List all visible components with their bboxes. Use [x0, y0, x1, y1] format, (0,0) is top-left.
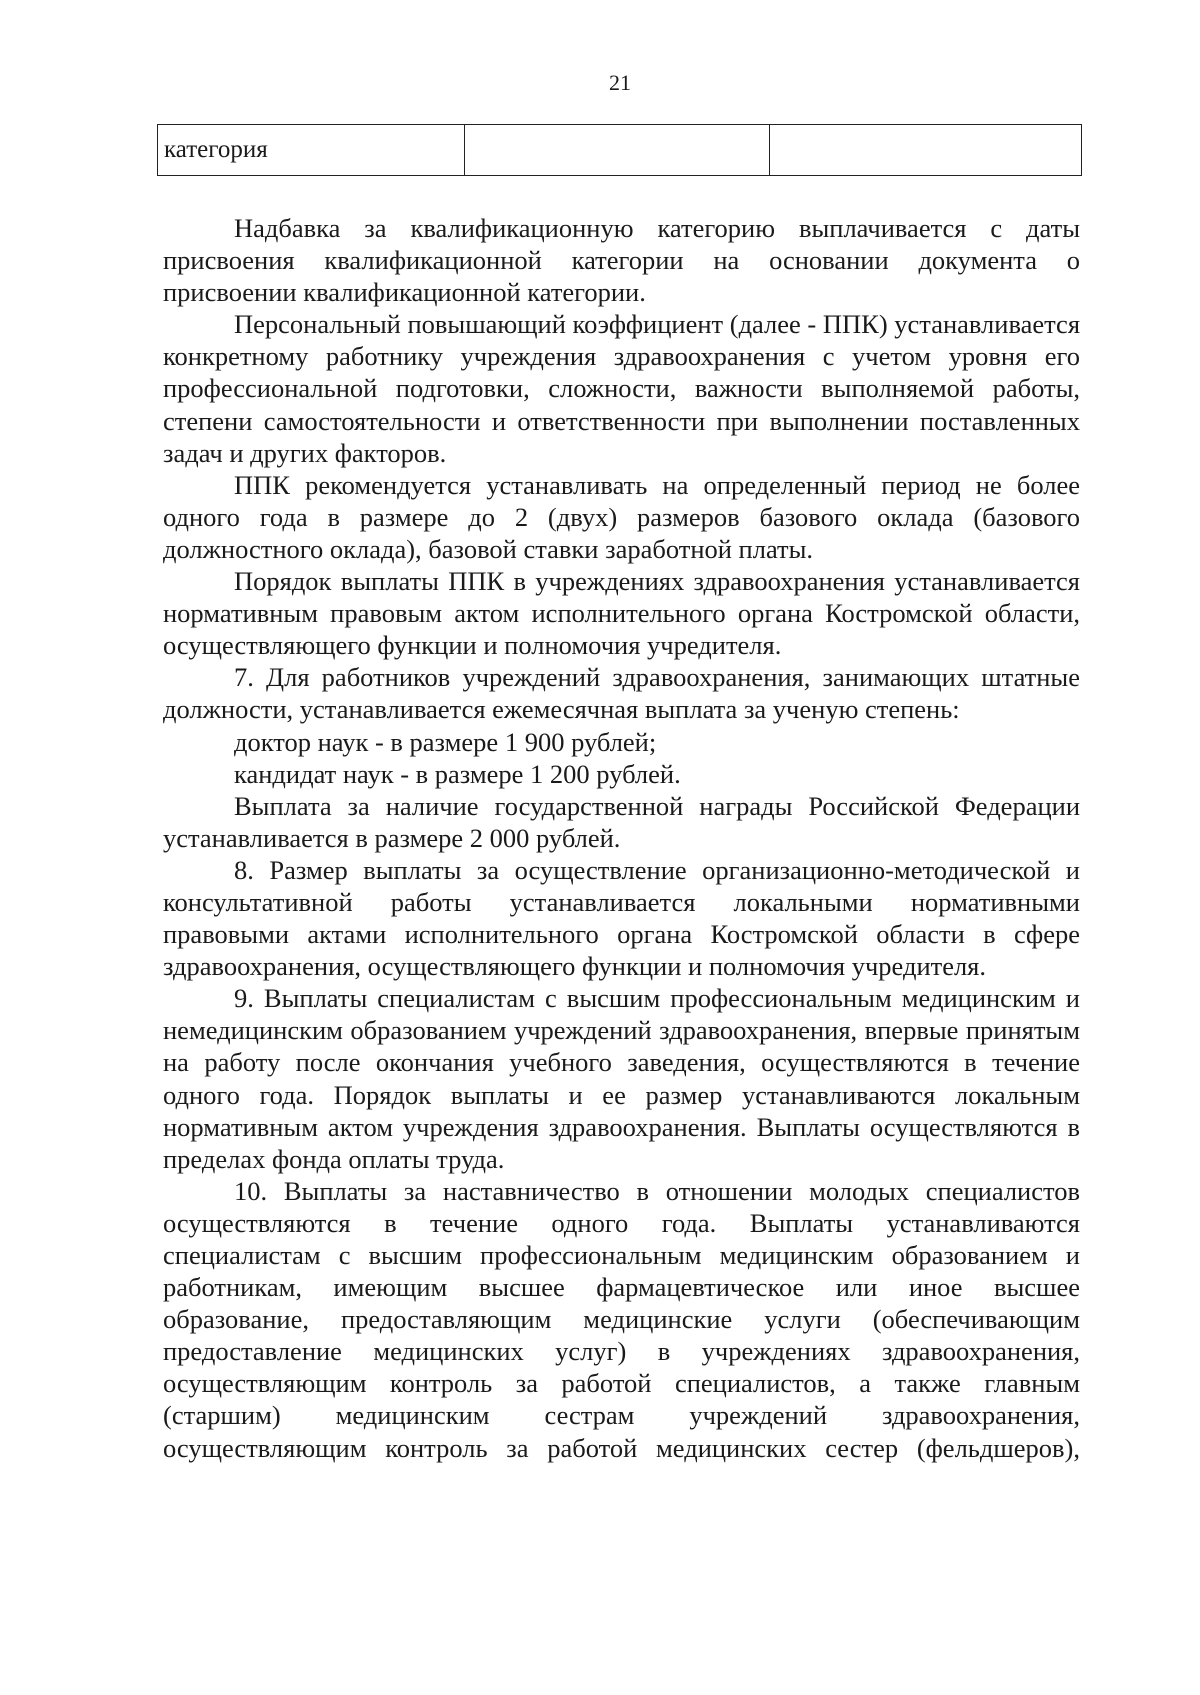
paragraph-item-8: 8. Размер выплаты за осуществление организационно-методической и консультативной работы устанавливается локальными нормативными правовыми актами исполнительного органа Костромской области в сфере здравоохранения, осуществляющего функции и полномочия учредителя. [163, 854, 1080, 982]
table-cell-empty [770, 125, 1082, 176]
page-number: 21 [609, 70, 631, 95]
paragraph-item-10: 10. Выплаты за наставничество в отношении молодых специалистов осуществляются в течение одного года. Выплаты устанавливаются специалистам с высшим профессиональным медицинским образованием и работникам, имеющим высшее фармацевтическое или иное высшее образование, предоставляющим медицинские услуги (обеспечивающим предоставление медицинских услуг) в учреждениях здравоохранения, осуществляющим контроль за работой специалистов, а также главным (старшим) медицинским сестрам учреждений здравоохранения, осуществляющим контроль за работой медицинских сестер (фельдшеров), [163, 1175, 1080, 1463]
paragraph-qualification-bonus: Надбавка за квалификационную категорию выплачивается с даты присвоения квалификационной категории на основании документа о присвоении квалификационной категории. [163, 213, 1080, 308]
document-body [163, 212, 1080, 1464]
paragraph-item-9: 9. Выплаты специалистам с высшим профессиональным медицинским и немедицинским образованием учреждений здравоохранения, впервые принятым на работу после окончания учебного заведения, осуществляются в течение одного года. Порядок выплаты и ее размер устанавливаются локальным нормативным актом учреждения здравоохранения. Выплаты осуществляются в пределах фонда оплаты труда. [163, 983, 1080, 1174]
table-cell-empty [465, 125, 770, 176]
paragraph-ppk-definition: Персональный повышающий коэффициент (далее - ППК) устанавливается конкретному работнику учреждения здравоохранения с учетом уровня его профессиональной подготовки, сложности, важности выполняемой работы, степени самостоятельности и ответственности при выполнении поставленных задач и других факторов. [163, 309, 1081, 468]
list-item-candidate: кандидат наук - в размере 1 200 рублей. [234, 758, 681, 789]
list-item-doctor: доктор наук - в размере 1 900 рублей; [234, 726, 657, 757]
table-fragment [157, 124, 1082, 176]
table-cell-category: категория [158, 125, 465, 176]
paragraph-item-7: 7. Для работников учреждений здравоохранения, занимающих штатные должности, устанавливается ежемесячная выплата за ученую степень: [163, 662, 1080, 725]
paragraph-state-award: Выплата за наличие государственной награды Российской Федерации устанавливается в размере 2 000 рублей. [163, 790, 1080, 853]
paragraph-ppk-recommendation: ППК рекомендуется устанавливать на определенный период не более одного года в размере до 2 (двух) размеров базового оклада (базового должностного оклада), базовой ставки заработной платы. [163, 469, 1080, 564]
table-row [158, 125, 1082, 176]
paragraph-ppk-procedure: Порядок выплаты ППК в учреждениях здравоохранения устанавливается нормативным правовым актом исполнительного органа Костромской области, осуществляющего функции и полномочия учредителя. [163, 566, 1080, 661]
